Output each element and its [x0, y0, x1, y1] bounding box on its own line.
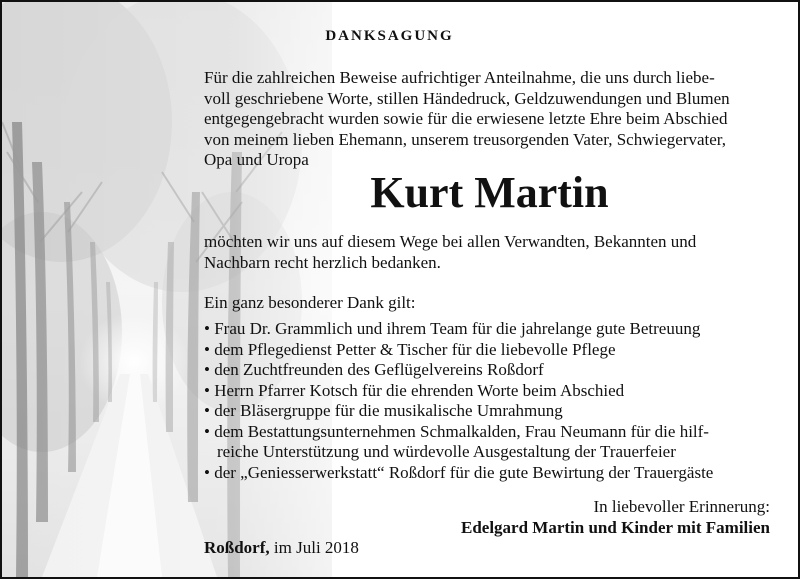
- list-item: • dem Pflegedienst Petter & Tischer für die liebevolle Pflege: [204, 339, 616, 359]
- intro-paragraph: [204, 68, 784, 171]
- signature: Edelgard Martin und Kinder mit Familien: [460, 517, 770, 537]
- dateline-place: Roßdorf,: [204, 538, 270, 557]
- list-item: • der „Geniesserwerkstatt“ Roßdorf für die gute Bewirtung der Trauergäste: [204, 462, 714, 482]
- intro-line: von meinem lieben Ehemann, unserem treusorgenden Vater, Schwiegervater,: [204, 129, 727, 149]
- thanks-paragraph: [204, 232, 784, 273]
- closing-phrase: In liebevoller Erinnerung:: [593, 497, 770, 516]
- intro-line: voll geschriebene Worte, stillen Händedruck, Geldzuwendungen und Blumen: [204, 88, 730, 108]
- intro-line: entgegengebracht wurden sowie für die erwiesene letzte Ehre beim Abschied: [204, 109, 728, 128]
- special-thanks-list: [204, 319, 784, 483]
- list-item: • Frau Dr. Grammlich und ihrem Team für die jahrelange gute Betreuung: [204, 319, 701, 338]
- list-item: • den Zuchtfreunden des Geflügelvereins Roßdorf: [204, 360, 544, 379]
- dateline: [204, 538, 774, 559]
- intro-line: Opa und Uropa: [204, 150, 309, 169]
- list-item: • dem Bestattungsunternehmen Schmalkalden, Frau Neumann für die hilf-: [204, 421, 709, 441]
- list-item-continuation: reiche Unterstützung und würdevolle Ausgestaltung der Trauerfeier: [217, 442, 676, 461]
- closing-block: [461, 497, 770, 538]
- heading: DANKSAGUNG: [325, 28, 454, 44]
- intro-line: Für die zahlreichen Beweise aufrichtiger Anteilnahme, die uns durch liebe-: [204, 68, 715, 87]
- list-item: • der Bläsergruppe für die musikalische Umrahmung: [204, 401, 563, 420]
- special-thanks-intro: Ein ganz besonderer Dank gilt:: [204, 293, 416, 312]
- dateline-date: im Juli 2018: [273, 538, 359, 557]
- list-item: • Herrn Pfarrer Kotsch für die ehrenden Worte beim Abschied: [204, 380, 625, 400]
- deceased-name: Kurt Martin: [370, 168, 609, 217]
- thanks-line: Nachbarn recht herzlich bedanken.: [204, 252, 441, 272]
- thanks-line: möchten wir uns auf diesem Wege bei allen Verwandten, Bekannten und: [204, 232, 697, 251]
